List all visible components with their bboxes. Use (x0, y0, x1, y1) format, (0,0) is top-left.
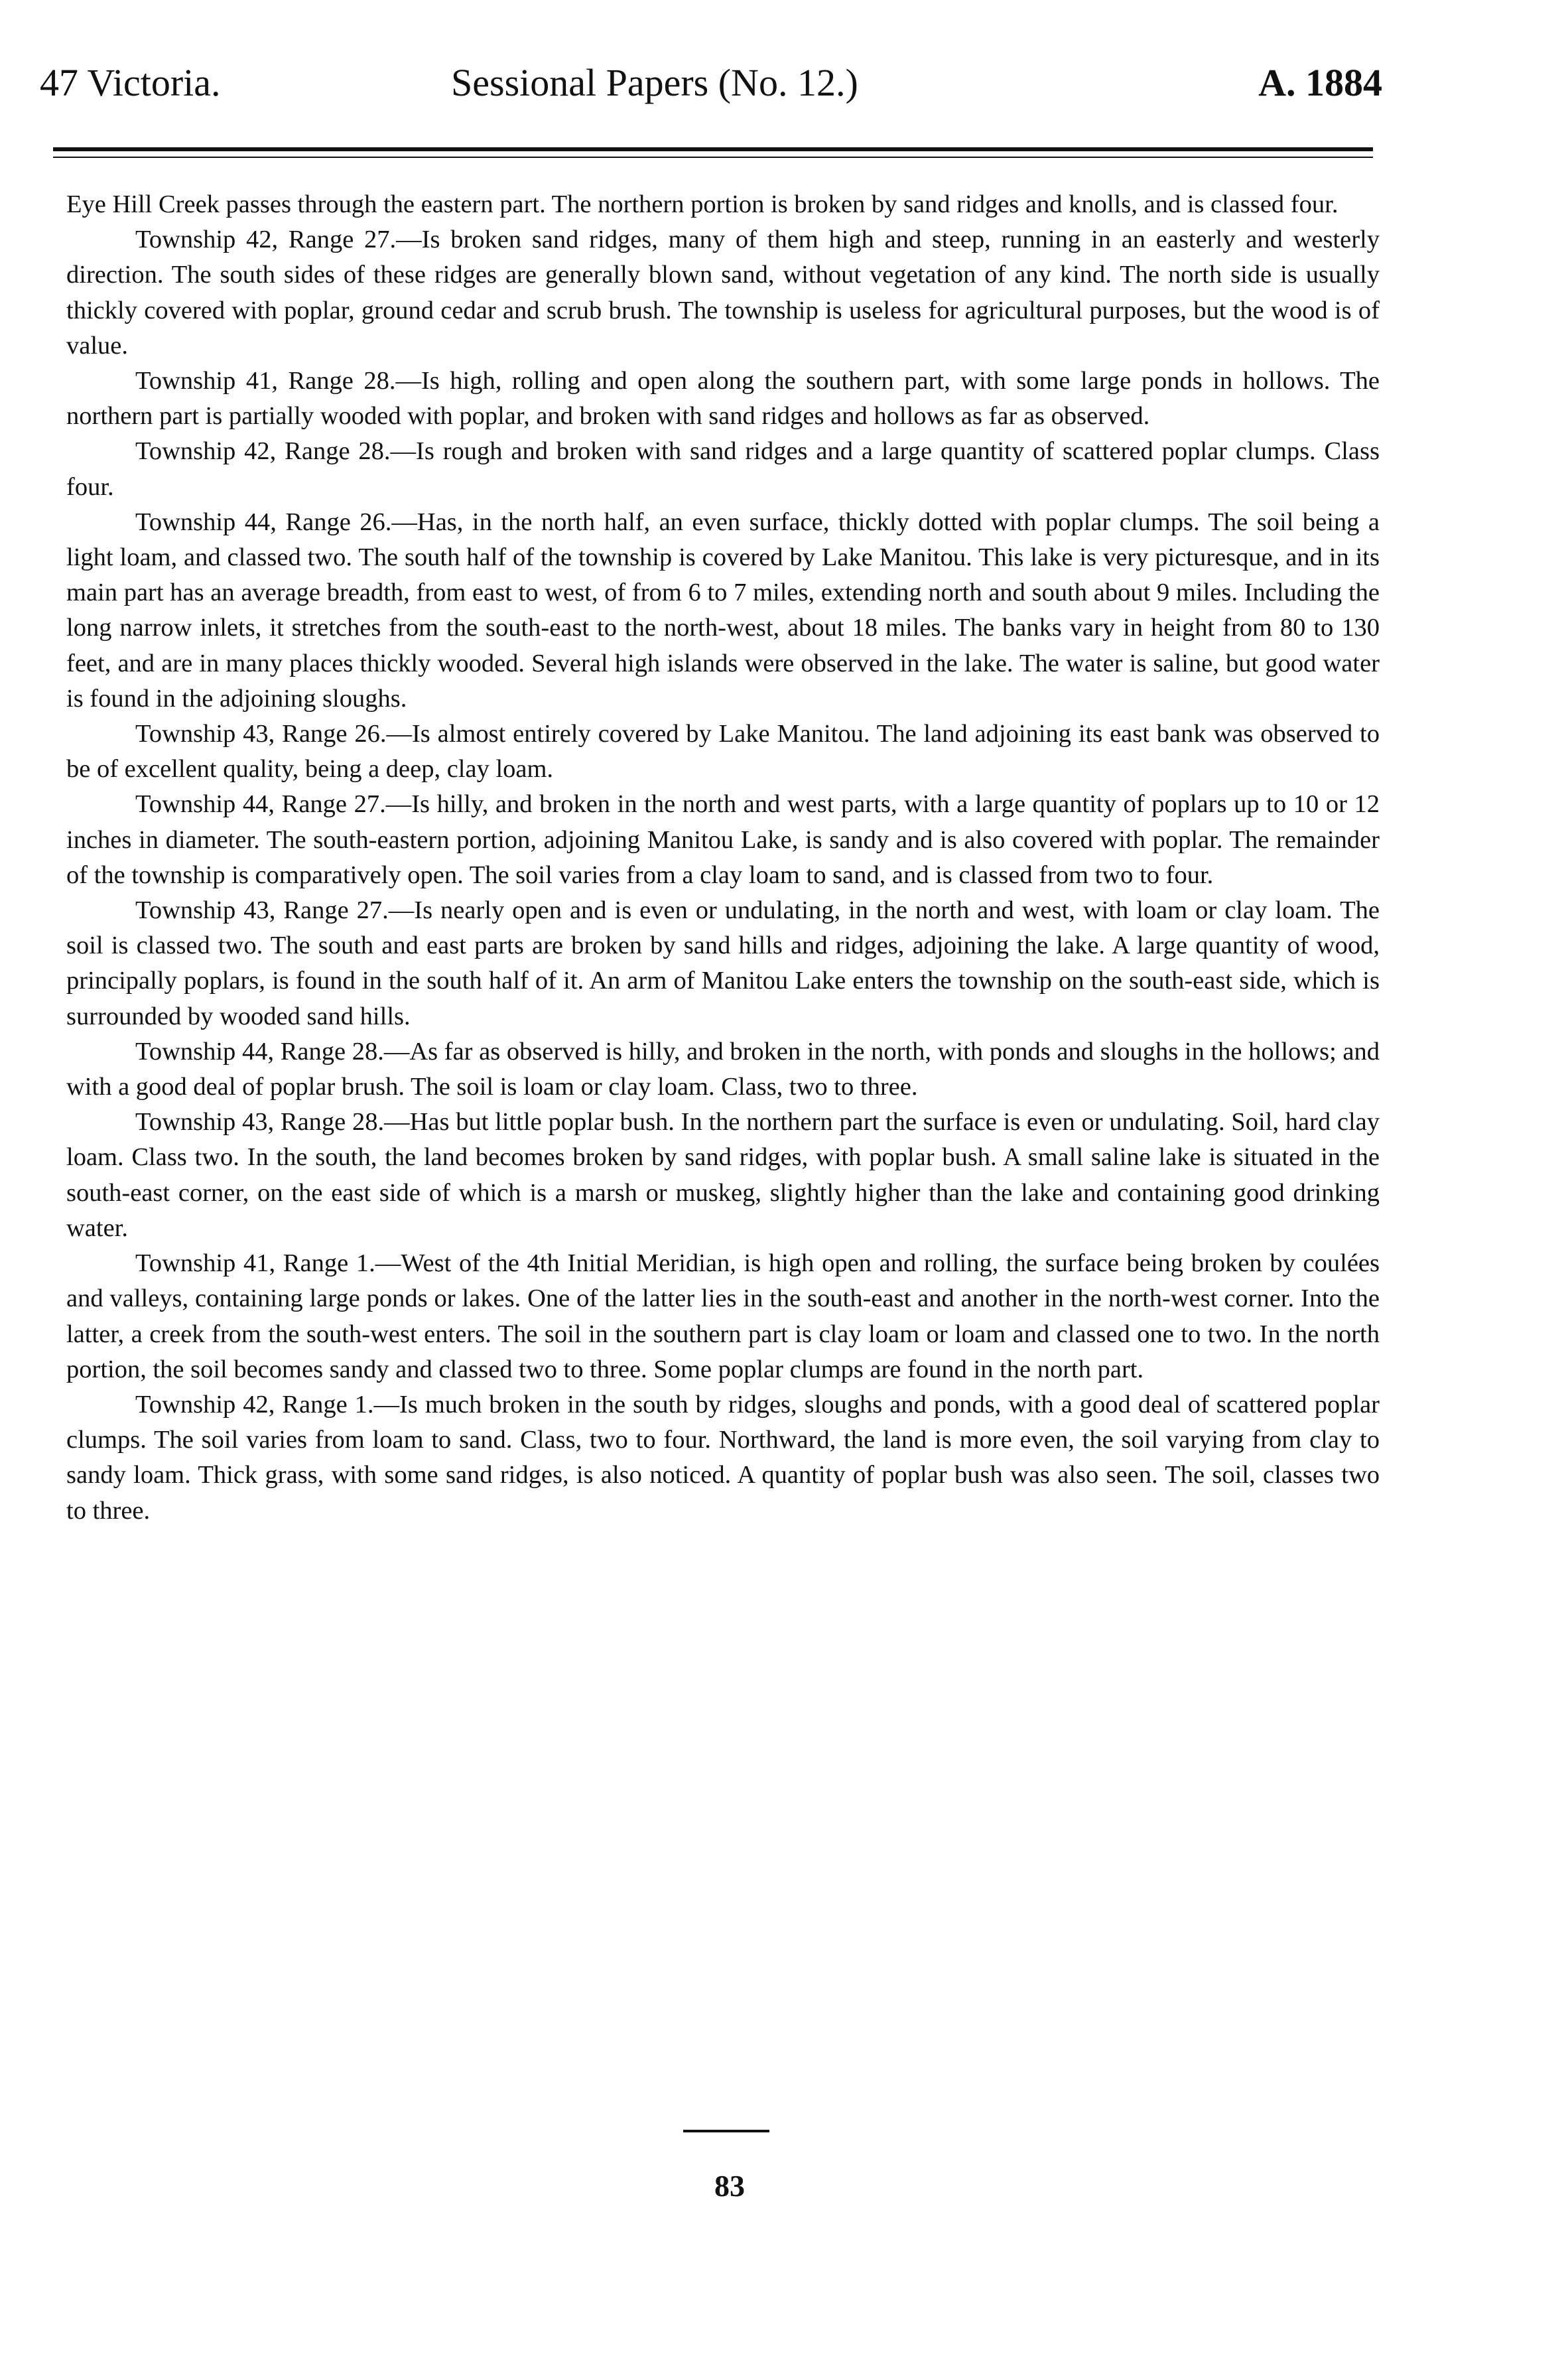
header-rule-thin (53, 157, 1373, 158)
paragraph: Township 42, Range 28.—Is rough and broken with sand ridges and a large quantity of scattered poplar clumps. Class four. (66, 437, 1380, 501)
paragraph: Township 44, Range 27.—Is hilly, and broken in the north and west parts, with a large quantity of poplars up to 10 or 12 inches in diameter. The south-eastern portion, adjoining Manitou Lake, is sandy and is also covered with poplar. The remainder of the township is comparatively open. The soil varies from a clay loam to sand, and is classed from two to four. (66, 790, 1380, 889)
paragraph: Eye Hill Creek passes through the eastern part. The northern portion is broken by sand ridges and knolls, and is classed four. (66, 190, 1339, 218)
paragraph: Township 44, Range 28.—As far as observed is hilly, and broken in the north, with ponds and sloughs in the hollows; and with a good deal of poplar brush. The soil is loam or clay loam. Class, two to three. (66, 1037, 1380, 1101)
paragraph: Township 41, Range 28.—Is high, rolling and open along the southern part, with some large ponds in hollows. The northern part is partially wooded with poplar, and broken with sand ridges and hollows as far as observed. (66, 367, 1380, 431)
paragraph: Township 43, Range 28.—Has but little poplar bush. In the northern part the surface is even or undulating. Soil, hard clay loam. Class two. In the south, the land becomes broken by sand ridges, with poplar bush. A small saline lake is situated in the south-east corner, on the east side of which is a marsh or muskeg, slightly higher than the lake and containing good drinking water. (66, 1108, 1380, 1242)
paragraph: Township 43, Range 26.—Is almost entirely covered by Lake Manitou. The land adjoining its east bank was observed to be of excellent quality, being a deep, clay loam. (66, 720, 1380, 784)
page-header (40, 53, 1382, 113)
header-volume: 47 Victoria. (40, 61, 221, 104)
page-number: 83 (714, 2169, 745, 2203)
footer-rule (683, 2130, 769, 2132)
header-rule (53, 147, 1373, 151)
body-text (66, 187, 1380, 1529)
paragraph: Township 44, Range 26.—Has, in the north half, an even surface, thickly dotted with poplar clumps. The soil being a light loam, and classed two. The south half of the township is covered by Lake Manitou. This lake is very picturesque, and in its main part has an average breadth, from east to west, of from 6 to 7 miles, extending north and south about 9 miles. Including the long narrow inlets, it stretches from the south-east to the north-west, about 18 miles. The banks vary in height from 80 to 130 feet, and are in many places thickly wooded. Several high islands were observed in the lake. The water is saline, but good water is found in the adjoining sloughs. (66, 508, 1380, 713)
header-title: Sessional Papers (No. 12.) (451, 61, 858, 104)
paragraph: Township 42, Range 27.—Is broken sand ridges, many of them high and steep, running in an easterly and westerly direction. The south sides of these ridges are generally blown sand, without vegetation of any kind. The north side is usually thickly covered with poplar, ground cedar and scrub brush. The township is useless for agricultural purposes, but the wood is of value. (66, 226, 1380, 360)
paragraph: Township 43, Range 27.—Is nearly open and is even or undulating, in the north and west, with loam or clay loam. The soil is classed two. The south and east parts are broken by sand hills and ridges, adjoining the lake. A large quantity of wood, principally poplars, is found in the south half of it. An arm of Manitou Lake enters the township on the south-east side, which is surrounded by wooded sand hills. (66, 896, 1380, 1030)
header-year: A. 1884 (1258, 61, 1382, 104)
paragraph: Township 42, Range 1.—Is much broken in the south by ridges, sloughs and ponds, with a good deal of scattered poplar clumps. The soil varies from loam to sand. Class, two to four. Northward, the land is more even, the soil varying from clay to sandy loam. Thick grass, with some sand ridges, is also noticed. A quantity of poplar bush was also seen. The soil, classes two to three. (66, 1390, 1380, 1525)
paragraph: Township 41, Range 1.—West of the 4th Initial Meridian, is high open and rolling, the surface being broken by coulées and valleys, containing large ponds or lakes. One of the latter lies in the south-east and another in the north-west corner. Into the latter, a creek from the south-west enters. The soil in the southern part is clay loam or loam and classed one to two. In the north portion, the soil becomes sandy and classed two to three. Some poplar clumps are found in the north part. (66, 1249, 1380, 1383)
